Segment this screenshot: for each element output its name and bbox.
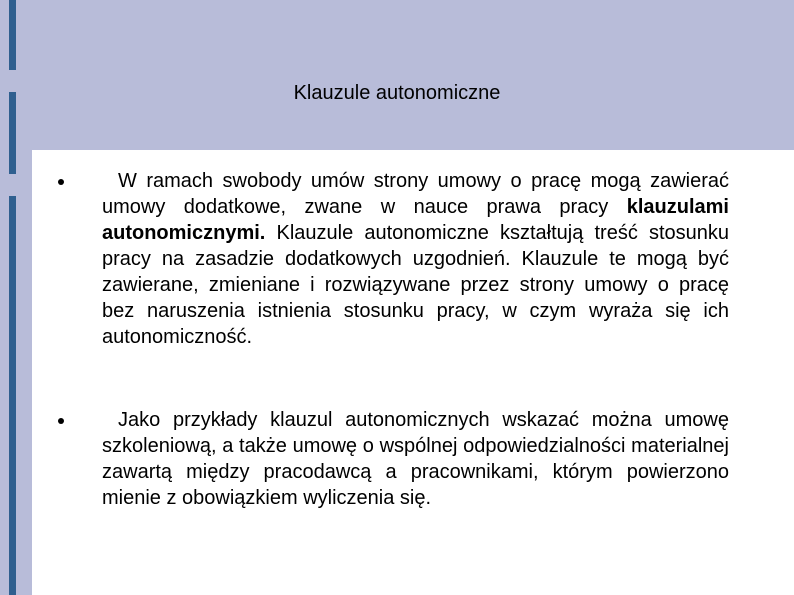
bullet-text: Jako przykłady klauzul autonomicznych wskazać można umowę szkoleniową, a także umowę o wspólnej odpowiedzialności materialnej zawartą między pracodawcą a pracownikami, którym powierzono mienie z obowiązkiem wyliczenia się. — [102, 409, 729, 509]
bullet-dot-icon — [58, 418, 64, 424]
bullet-dot-icon — [58, 179, 64, 185]
left-accent-bar — [9, 196, 16, 595]
slide-title: Klauzule autonomiczne — [293, 82, 501, 104]
content-panel — [32, 150, 794, 595]
bold-term: klauzulami autonomicznymi. — [102, 196, 729, 244]
bullet-text: W ramach swobody umów strony umowy o pracę mogą zawierać umowy dodatkowe, zwane w nauce prawa pracy klauzulami autonomicznymi. Klauzule autonomiczne kształtują treść stosunku pracy na zasadzie dodatkowych uzgodnień. Klauzule te mogą być zawierane, zmieniane i rozwiązywane przez strony umowy o pracę bez naruszenia istnienia stosunku pracy, w czym wyraża się ich autonomiczność. — [102, 170, 729, 348]
left-accent-bar — [9, 0, 16, 70]
